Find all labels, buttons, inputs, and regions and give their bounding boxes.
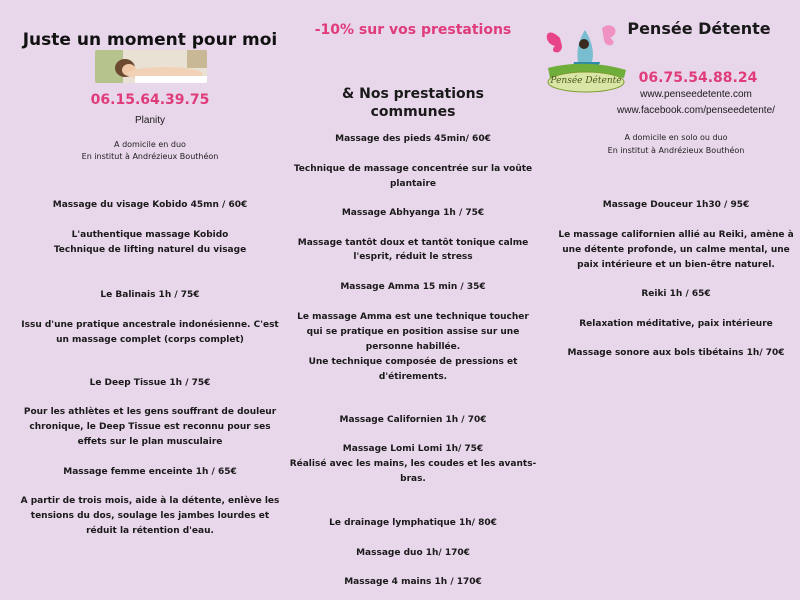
middle-item: Le massage Amma est une technique toucher <box>297 312 529 322</box>
middle-item: Massage 4 mains 1h / 170€ <box>344 577 482 587</box>
middle-item: plantaire <box>389 179 436 189</box>
right-location-1: A domicile en solo ou duo <box>624 133 728 142</box>
right-item: paix intérieure et un bien-être naturel. <box>577 260 775 270</box>
left-item: effets sur le plan musculaire <box>77 437 223 447</box>
left-item: Le Balinais 1h / 75€ <box>100 290 200 300</box>
left-title: Juste un moment pour moi <box>22 30 278 50</box>
right-phone: 06.75.54.88.24 <box>638 70 758 86</box>
left-item: tensions du dos, soulage les jambes lourdes et <box>30 511 270 521</box>
middle-item: Réalisé avec les mains, les coudes et les avants- <box>289 459 537 469</box>
middle-item: Massage des pieds 45min/ 60€ <box>335 134 491 144</box>
left-item: chronique, le Deep Tissue est reconnu pour ses <box>29 422 271 432</box>
middle-item: d'étirements. <box>378 372 448 382</box>
middle-item: Massage Abhyanga 1h / 75€ <box>341 208 485 218</box>
left-item: Technique de lifting naturel du visage <box>53 245 247 255</box>
middle-item: qui se pratique en position assise sur une <box>306 327 520 337</box>
middle-item: l'esprit, réduit le stress <box>353 252 473 262</box>
logo-text: Pensée Détente <box>550 76 622 86</box>
left-location-2: En institut à Andrézieux Bouthéon <box>81 152 219 161</box>
middle-item: Massage Lomi Lomi 1h/ 75€ <box>342 444 484 454</box>
left-brand: Planity <box>134 115 165 126</box>
website-link[interactable]: www.penseedetente.com <box>640 89 752 100</box>
right-item: une détente profonde, un calme mental, une <box>562 245 790 255</box>
right-item: Le massage californien allié au Reiki, amène à <box>558 230 794 240</box>
right-item: Reiki 1h / 65€ <box>641 289 711 299</box>
left-item: Pour les athlètes et les gens souffrant de douleur <box>23 407 277 417</box>
promo-banner: -10% sur vos prestations <box>314 22 512 38</box>
middle-item: Le drainage lymphatique 1h/ 80€ <box>329 518 497 528</box>
middle-item: personne habillée. <box>365 342 461 352</box>
left-item: A partir de trois mois, aide à la détente, enlève les <box>20 496 280 506</box>
right-location-2: En institut à Andrézieux Bouthéon <box>607 146 745 155</box>
middle-item: Une technique composée de pressions et <box>308 357 518 367</box>
right-column <box>552 0 800 600</box>
middle-item: Massage duo 1h/ 170€ <box>356 548 470 558</box>
left-phone: 06.15.64.39.75 <box>90 92 210 108</box>
left-item: L'authentique massage Kobido <box>71 230 229 240</box>
middle-column <box>288 0 538 600</box>
left-item: Issu d'une pratique ancestrale indonésienne. C'est <box>21 320 279 330</box>
left-item: Massage du visage Kobido 45mn / 60€ <box>52 200 248 210</box>
right-item: Relaxation méditative, paix intérieure <box>579 319 773 329</box>
left-item: Le Deep Tissue 1h / 75€ <box>89 378 211 388</box>
middle-heading-2: communes <box>370 104 456 120</box>
middle-item: Technique de massage concentrée sur la voûte <box>293 164 533 174</box>
middle-item: Massage tantôt doux et tantôt tonique calme <box>297 238 529 248</box>
facebook-link[interactable]: www.facebook.com/penseedetente/ <box>617 105 775 116</box>
middle-heading-1: & Nos prestations <box>342 86 484 102</box>
right-item: Massage sonore aux bols tibétains 1h/ 70€ <box>567 348 785 358</box>
left-item: un massage complet (corps complet) <box>56 335 244 345</box>
middle-item: Massage Amma 15 min / 35€ <box>340 282 486 292</box>
left-location-1: A domicile en duo <box>114 140 186 149</box>
middle-item: bras. <box>400 474 426 484</box>
right-title: Pensée Détente <box>627 19 771 38</box>
massage-photo-icon <box>95 50 207 83</box>
left-item: réduit la rétention d'eau. <box>86 526 214 536</box>
middle-item: Massage Californien 1h / 70€ <box>339 415 487 425</box>
left-item: Massage femme enceinte 1h / 65€ <box>63 467 237 477</box>
left-column <box>10 0 290 600</box>
right-item: Massage Douceur 1h30 / 95€ <box>602 200 750 210</box>
